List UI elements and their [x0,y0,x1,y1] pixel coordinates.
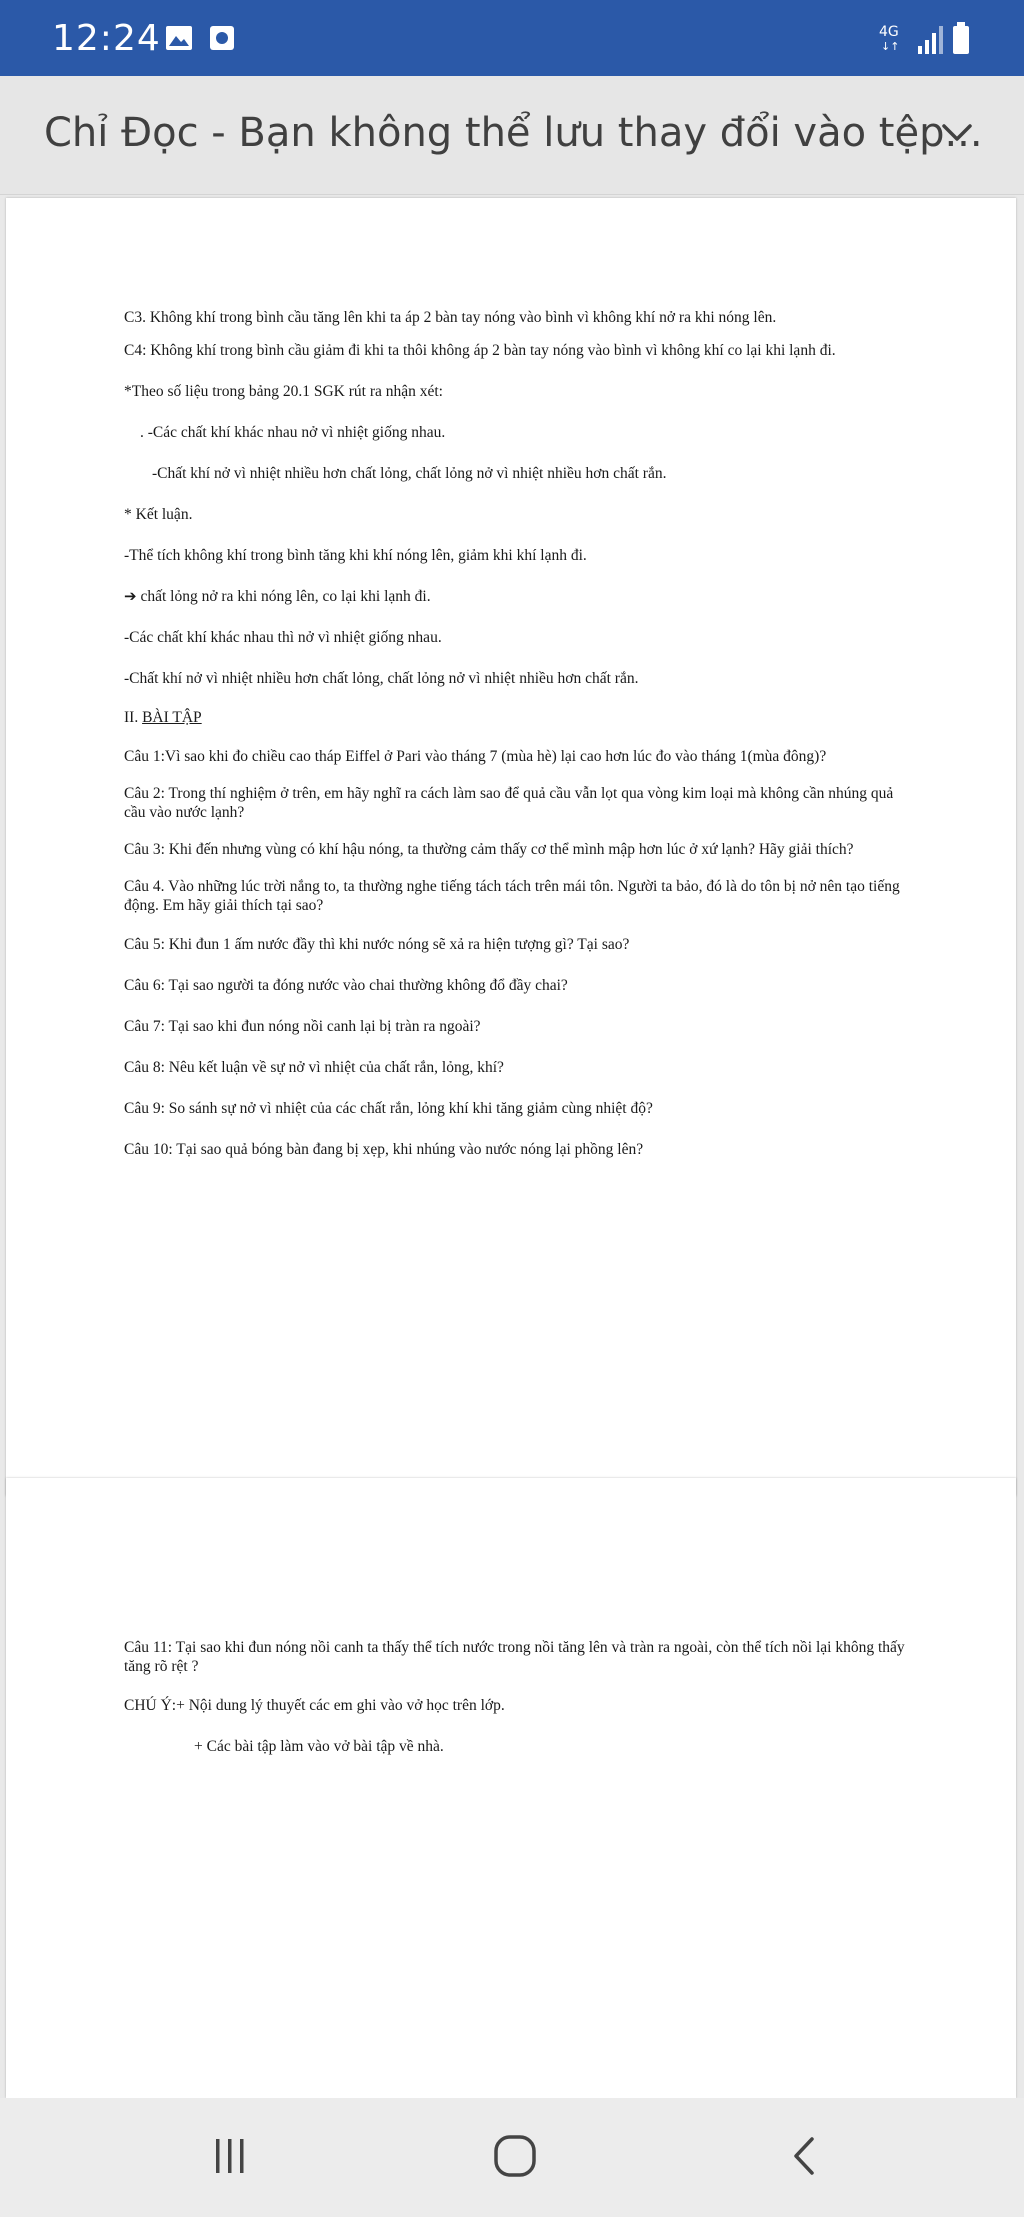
chevron-down-icon[interactable] [940,122,974,144]
network-4g-icon [877,20,911,56]
network-label: 4G [879,24,899,40]
observation-2: -Chất khí nở vì nhiệt nhiều hơn chất lỏng, chất lỏng nở vì nhiệt nhiều hơn chất rắn. [152,465,667,482]
paragraph-c3: C3. Không khí trong bình cầu tăng lên khi ta áp 2 bàn tay nóng vào bình vì không khí nở ra khi nóng lên. [124,309,777,326]
recent-apps-button[interactable] [210,2133,250,2179]
gallery-icon [164,24,194,52]
question-3: Câu 3: Khi đến nhưng vùng có khí hậu nóng, ta thường cảm thấy cơ thể mình mập hơn lúc ở xứ lạnh? Hãy giải thích? [124,841,854,858]
status-bar [0,0,1024,76]
camera-notification-icon [208,24,236,52]
paragraph-c4: C4: Không khí trong bình cầu giảm đi khi ta thôi không áp 2 bàn tay nóng vào bình vì không khí co lại khi lạnh đi. [124,342,836,359]
document-page-2[interactable] [6,1478,1016,2098]
page1-text [124,308,914,1159]
note-2: + Các bài tập làm vào vở bài tập về nhà. [194,1738,444,1755]
question-2: Câu 2: Trong thí nghiệm ở trên, em hãy nghĩ ra cách làm sao để quả cầu vẫn lọt qua vòng kim loại mà không cần nhúng quả cầu vào nước lạnh? [124,785,894,821]
back-button[interactable] [784,2133,824,2179]
question-8: Câu 8: Nêu kết luận về sự nở vì nhiệt của chất rắn, lỏng, khí? [124,1059,504,1076]
network-arrows: ↓↑ [881,40,900,53]
question-10: Câu 10: Tại sao quả bóng bàn đang bị xẹp, khi nhúng vào nước nóng lại phồng lên? [124,1141,644,1158]
home-button[interactable] [492,2133,538,2179]
conclusion-3: -Các chất khí khác nhau thì nở vì nhiệt giống nhau. [124,629,442,646]
section-number: II. [124,709,139,726]
signal-icon [916,20,946,56]
read-only-message: Chỉ Đọc - Bạn không thể lưu thay đổi vào tệp... [44,110,983,156]
conclusion-2 [124,587,914,606]
question-6: Câu 6: Tại sao người ta đóng nước vào chai thường không đổ đầy chai? [124,977,568,994]
page2-text [124,1638,914,1756]
read-only-banner[interactable] [0,76,1024,195]
paragraph-note: *Theo số liệu trong bảng 20.1 SGK rút ra nhận xét: [124,383,443,400]
question-11: Câu 11: Tại sao khi đun nóng nồi canh ta thấy thể tích nước trong nồi tăng lên và tràn ra ngoài, còn thể tích nồi lại không thấy tăng rõ rệt ? [124,1639,905,1675]
question-1: Câu 1:Vì sao khi đo chiều cao tháp Eiffel ở Pari vào tháng 7 (mùa hè) lại cao hơn lúc đo vào tháng 1(mùa đông)? [124,748,827,765]
system-nav-bar [0,2098,1024,2217]
document-page-1[interactable] [6,198,1016,1496]
battery-icon [950,20,972,56]
note-1: CHÚ Ý:+ Nội dung lý thuyết các em ghi vào vở học trên lớp. [124,1697,505,1714]
question-5: Câu 5: Khi đun 1 ấm nước đầy thì khi nước nóng sẽ xả ra hiện tượng gì? Tại sao? [124,936,630,953]
conclusion-2-text: chất lỏng nở ra khi nóng lên, co lại khi lạnh đi. [140,588,431,605]
conclusion-label: * Kết luận. [124,506,193,523]
arrow-right-icon: ➔ [124,587,137,605]
status-right-icons [877,20,972,61]
section-title: BÀI TẬP [142,709,202,726]
observation-1: . -Các chất khí khác nhau nở vì nhiệt giống nhau. [140,424,446,441]
question-7: Câu 7: Tại sao khi đun nóng nồi canh lại bị tràn ra ngoài? [124,1018,481,1035]
conclusion-1: -Thể tích không khí trong bình tăng khi khí nóng lên, giảm khi khí lạnh đi. [124,547,587,564]
question-9: Câu 9: So sánh sự nở vì nhiệt của các chất rắn, lỏng khí khi tăng giảm cùng nhiệt độ? [124,1100,653,1117]
question-4: Câu 4. Vào những lúc trời nắng to, ta thường nghe tiếng tách tách trên mái tôn. Người ta bảo, đó là do tôn bị nở nên tạo tiếng động. Em hãy giải thích tại sao? [124,878,900,914]
section-heading [124,708,914,727]
conclusion-4: -Chất khí nở vì nhiệt nhiều hơn chất lỏng, chất lỏng nở vì nhiệt nhiều hơn chất rắn. [124,670,639,687]
status-time: 12:24 [52,18,161,59]
